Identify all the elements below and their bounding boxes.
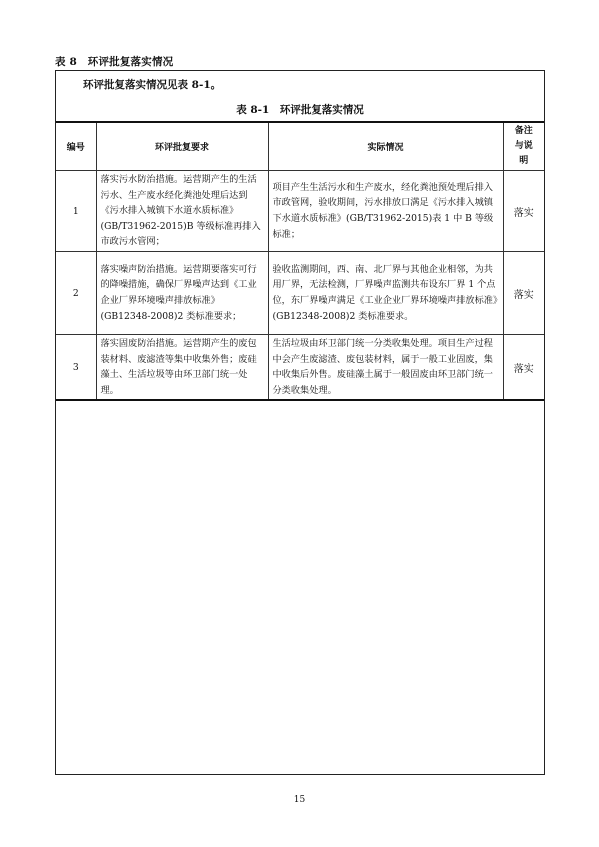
- page-number: 15: [293, 795, 306, 805]
- row-number: 3: [56, 335, 96, 401]
- row-actual: 生活垃圾由环卫部门统一分类收集处理。项目生产过程中会产生废滤渣、废包装材料，属于一般工业固废，集中收集后外售。废硅藻土属于一般固废由环卫部门统一分类收集处理。: [268, 335, 503, 401]
- row-actual: 项目产生生活污水和生产废水，经化粪池预处理后排入市政管网，验收期间，污水排放口满足《污水排入城镇下水道水质标准》(GB/T31962-2015)表 1 中 B 等级标准；: [268, 171, 503, 252]
- table-row: [56, 335, 544, 401]
- header-num: 编号: [56, 122, 96, 171]
- header-actual: 实际情况: [268, 122, 503, 171]
- row-number: 1: [56, 171, 96, 252]
- table-row: [56, 171, 544, 252]
- header-requirement: 环评批复要求: [96, 122, 268, 171]
- intro-text: 环评批复落实情况见表 8-1。: [83, 79, 222, 91]
- row-requirement: 落实固废防治措施。运营期产生的废包装材料、废滤渣等集中收集外售；废硅藻土、生活垃圾等由环卫部门统一处理。: [96, 335, 268, 401]
- table-header-row: [56, 122, 544, 171]
- header-note: [503, 122, 544, 171]
- row-note: 落实: [503, 335, 544, 401]
- row-actual: 验收监测期间，西、南、北厂界与其他企业相邻，为共用厂界，无法检测，厂界噪声监测共布设东厂界 1 个点位，东厂界噪声满足《工业企业厂界环境噪声排放标准》(GB12348-2008)2 类标准要求。: [268, 252, 503, 335]
- header-note-line-2: 与说: [514, 141, 533, 151]
- section-title: 表 8 环评批复落实情况: [55, 56, 174, 68]
- row-requirement: 落实污水防治措施。运营期产生的生活污水、生产废水经化粪池处理后达到《污水排入城镇下水道水质标准》(GB/T31962-2015)B 等级标准再排入市政污水管网；: [96, 171, 268, 252]
- row-number: 2: [56, 252, 96, 335]
- table-caption: 表 8-1 环评批复落实情况: [236, 104, 364, 116]
- content-frame: [55, 70, 545, 775]
- header-note-line-3: 明: [519, 156, 529, 166]
- table-row: [56, 252, 544, 335]
- row-note: 落实: [503, 171, 544, 252]
- approval-table: [56, 121, 544, 401]
- row-requirement: 落实噪声防治措施。运营期要落实可行的降噪措施，确保厂界噪声达到《工业企业厂界环境噪声排放标准》(GB12348-2008)2 类标准要求；: [96, 252, 268, 335]
- row-note: 落实: [503, 252, 544, 335]
- header-note-line-1: 备注: [514, 126, 533, 136]
